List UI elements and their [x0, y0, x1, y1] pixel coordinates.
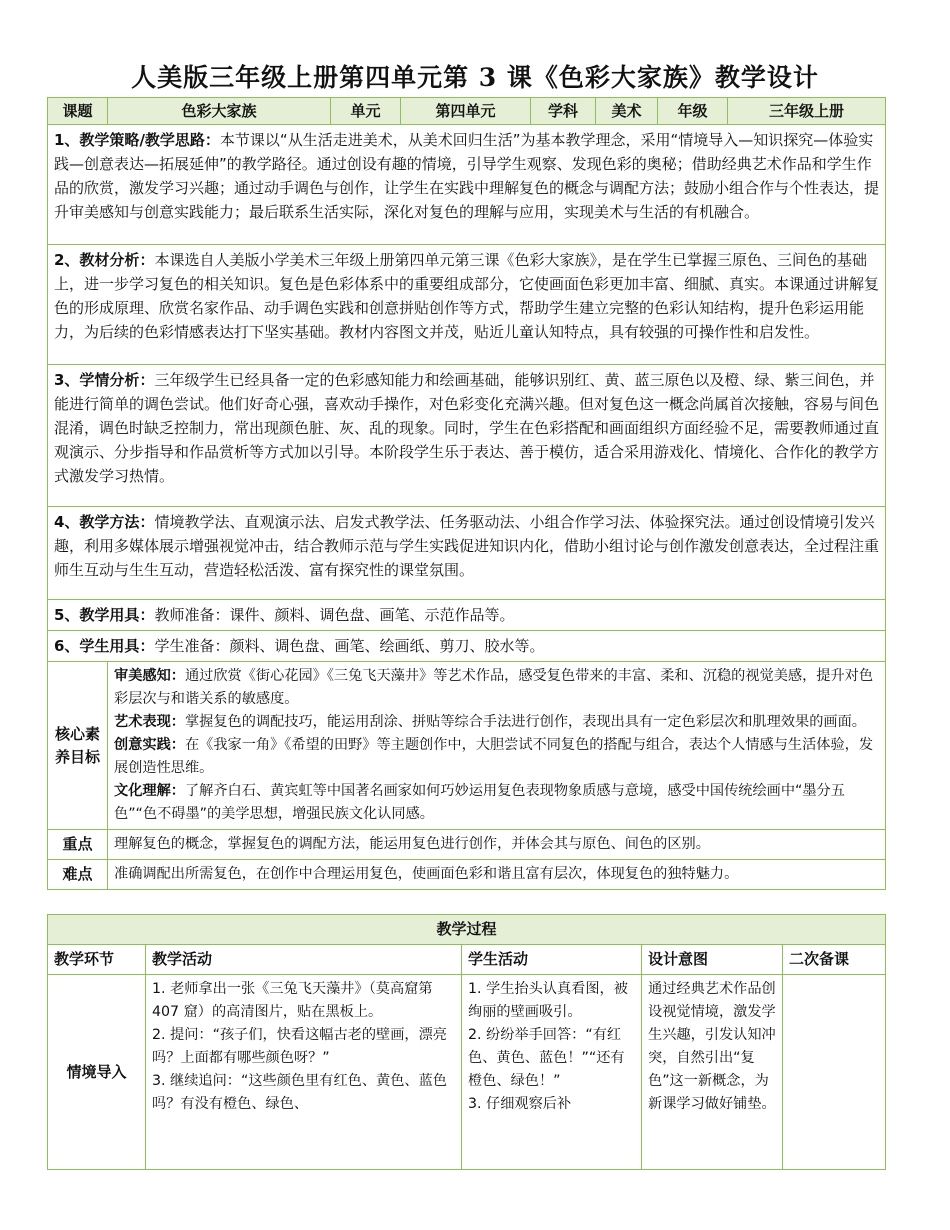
subject-value: 美术 — [596, 98, 658, 125]
section-text: 学生准备：颜料、调色盘、画笔、绘画纸、剪刀、胶水等。 — [154, 637, 545, 655]
section-student-tools — [48, 631, 886, 662]
goal-expression: 艺术表现：掌握复色的调配技巧，能运用刮涂、拼贴等综合手法进行创作，表现出具有一定色彩层次和肌理效果的画面。 — [114, 714, 866, 730]
section-heading: 3、学情分析： — [54, 371, 155, 389]
student-step: 2. 纷纷举手回答：“有红色、黄色、蓝色！”“还有橙色、绿色！” — [468, 1027, 625, 1089]
goal-culture: 文化理解：了解齐白石、黄宾虹等中国著名画家如何巧妙运用复色表现物象质感与意境，感受中国传统绘画中“墨分五色”“色不碍墨”的美学思想，增强民族文化认同感。 — [114, 783, 845, 822]
section-learner-analysis — [48, 365, 886, 507]
section-text: 教师准备：课件、颜料、调色盘、画笔、示范作品等。 — [154, 606, 515, 624]
second-prep-cell — [783, 975, 886, 1170]
grade-label: 年级 — [658, 98, 728, 125]
teacher-step: 2. 提问：“孩子们，快看这幅古老的壁画，漂亮吗？上面都有哪些颜色呀？” — [152, 1027, 447, 1066]
section-material-analysis — [48, 245, 886, 365]
core-literacy-goals — [108, 662, 886, 830]
process-table — [47, 914, 886, 1170]
key-point-text: 理解复色的概念，掌握复色的调配方法，能运用复色进行创作，并体会其与原色、间色的区别。 — [108, 830, 886, 860]
unit-value: 第四单元 — [401, 98, 531, 125]
section-heading: 1、教学策略/教学思路： — [54, 131, 220, 149]
col-note: 二次备课 — [783, 945, 886, 975]
section-text: 本节课以“从生活走进美术，从美术回归生活”为基本教学理念，采用“情境导入—知识探究—体验实践—创意表达—拓展延伸”的教学路径。通过创设有趣的情境，引导学生观察、发现色彩的奥秘；借助经典艺术作品和学生作品的欣赏，激发学习兴趣；通过动手调色与创作，让学生在实践中理解复色的概念与调配方法；鼓励小组合作与个性表达，提升审美感知与创意实践能力；最后联系生活实际，深化对复色的理解与应用，实现美术与生活的有机融合。 — [54, 131, 880, 221]
student-step: 1. 学生抬头认真看图，被绚丽的壁画吸引。 — [468, 981, 628, 1020]
teacher-activity-cell — [146, 975, 462, 1170]
student-step: 3. 仔细观察后补 — [468, 1096, 572, 1112]
goal-aesthetic: 审美感知：通过欣赏《街心花园》《三兔飞天藻井》等艺术作品，感受复色带来的丰富、柔和、沉稳的视觉美感，提升对色彩层次与和谐关系的敏感度。 — [114, 668, 874, 707]
lesson-plan-table — [47, 97, 886, 890]
key-point-label: 重点 — [48, 830, 108, 860]
student-activity-cell — [462, 975, 642, 1170]
teacher-step: 1. 老师拿出一张《三兔飞天藻井》（莫高窟第 407 窟）的高清图片，贴在黑板上。 — [152, 981, 433, 1020]
section-heading: 6、学生用具： — [54, 637, 155, 655]
process-title: 教学过程 — [48, 915, 886, 945]
section-teaching-methods — [48, 507, 886, 600]
section-text: 情境教学法、直观演示法、启发式教学法、任务驱动法、小组合作学习法、体验探究法。通过创设情境引发兴趣，利用多媒体展示增强视觉冲击，结合教师示范与学生实践促进知识内化，借助小组讨论与创作激发创意表达，全过程注重师生互动与生生互动，营造轻松活泼、富有探究性的课堂氛围。 — [54, 513, 880, 579]
section-teaching-strategy — [48, 125, 886, 245]
grade-value: 三年级上册 — [728, 98, 886, 125]
stage-cell: 情境导入 — [48, 975, 146, 1170]
col-intent: 设计意图 — [642, 945, 783, 975]
topic-value: 色彩大家族 — [108, 98, 331, 125]
design-intent-cell: 通过经典艺术作品创设视觉情境，激发学生兴趣，引发认知冲突，自然引出“复色”这一新概念，为新课学习做好铺垫。 — [642, 975, 783, 1170]
subject-label: 学科 — [531, 98, 596, 125]
section-teaching-tools — [48, 600, 886, 631]
section-heading: 5、教学用具： — [54, 606, 155, 624]
core-literacy-label: 核心素养目标 — [48, 662, 108, 830]
section-text: 三年级学生已经具备一定的色彩感知能力和绘画基础，能够识别红、黄、蓝三原色以及橙、绿、紫三间色，并能进行简单的调色尝试。他们好奇心强，喜欢动手操作，对色彩变化充满兴趣。但对复色这一概念尚属首次接触，容易与间色混淆，调色时缺乏控制力，常出现颜色脏、灰、乱的现象。同时，学生在色彩搭配和画面组织方面经验不足，需要教师通过直观演示、分步指导和作品赏析等方式加以引导。本阶段学生乐于表达、善于模仿，适合采用游戏化、情境化、合作化的教学方式激发学习热情。 — [54, 371, 880, 485]
col-teacher: 教学活动 — [146, 945, 462, 975]
section-heading: 2、教材分析： — [54, 251, 155, 269]
section-heading: 4、教学方法： — [54, 513, 155, 531]
goal-creative: 创意实践：在《我家一角》《希望的田野》等主题创作中，大胆尝试不同复色的搭配与组合，表达个人情感与生活体验，发展创造性思维。 — [114, 737, 874, 776]
page-title: 人美版三年级上册第四单元第 3 课《色彩大家族》教学设计 — [131, 63, 819, 92]
difficulty-label: 难点 — [48, 860, 108, 890]
unit-label: 单元 — [331, 98, 401, 125]
teacher-step: 3. 继续追问：“这些颜色里有红色、黄色、蓝色吗？有没有橙色、绿色、 — [152, 1073, 447, 1112]
col-student: 学生活动 — [462, 945, 642, 975]
difficulty-text: 准确调配出所需复色，在创作中合理运用复色，使画面色彩和谐且富有层次，体现复色的独特魅力。 — [108, 860, 886, 890]
section-text: 本课选自人美版小学美术三年级上册第四单元第三课《色彩大家族》，是在学生已掌握三原色、三间色的基础上，进一步学习复色的相关知识。复色是色彩体系中的重要组成部分，它使画面色彩更加丰富、细腻、真实。本课通过讲解复色的形成原理、欣赏名家作品、动手调色实践和创意拼贴创作等方式，帮助学生建立完整的色彩认知结构，提升色彩运用能力，为后续的色彩情感表达打下坚实基础。教材内容图文并茂，贴近儿童认知特点，具有较强的可操作性和启发性。 — [54, 251, 880, 341]
topic-label: 课题 — [48, 98, 108, 125]
col-stage: 教学环节 — [48, 945, 146, 975]
